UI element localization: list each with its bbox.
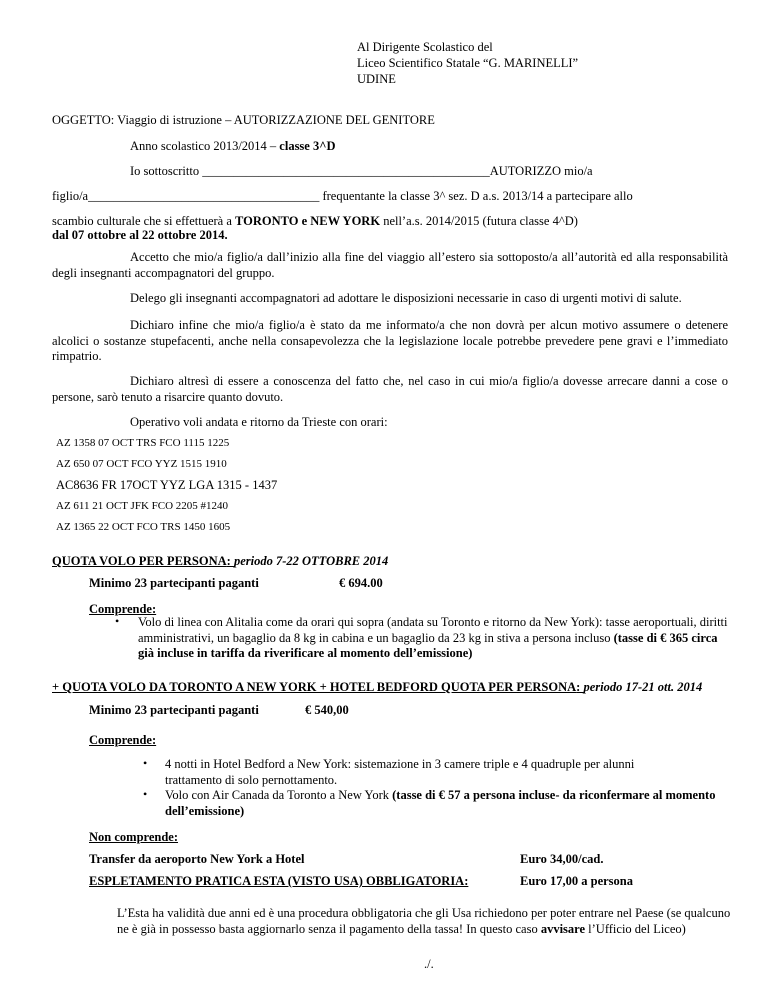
esta-note-warning: avvisare <box>540 921 586 936</box>
school-year-text: Anno scolastico 2013/2014 – <box>130 139 280 153</box>
quota-2-heading: + QUOTA VOLO DA TORONTO A NEW YORK + HOTEL BEDFORD QUOTA PER PERSONA: periodo 17-21 ott. 2014 <box>52 680 703 694</box>
signer-name-blank[interactable]: ______________________________________________ <box>202 164 490 178</box>
subject-line: OGGETTO: Viaggio di istruzione – AUTORIZZAZIONE DEL GENITORE <box>52 113 435 127</box>
paragraph-flights-intro: Operativo voli andata e ritorno da Trieste con orari: <box>130 415 388 429</box>
quota-1-item-text: Volo di linea con Alitalia come da orari qui sopra (andata su Toronto e ritorno da New York): tasse aeroportuali, diritti amministrativi, un bagaglio da 8 kg in cabina e un bagaglio da 23 kg in stiva a persona incluso <box>138 615 728 645</box>
quota-1-price: € 694.00 <box>339 576 383 590</box>
quota-2-title: + QUOTA VOLO DA TORONTO A NEW YORK + HOTEL BEDFORD QUOTA PER PERSONA <box>52 680 577 694</box>
child-name-blank[interactable]: _____________________________________ <box>88 189 320 203</box>
child-suffix: frequentante la classe 3^ sez. D a.s. 2013/14 a partecipare allo <box>319 189 633 203</box>
quota-2-flight-tax: (tasse di € 57 a persona incluse- da riconfermare al momento dell’emissione) <box>165 788 716 818</box>
esta-note <box>117 906 732 937</box>
child-line <box>52 189 633 205</box>
quota-2-flight-text: Volo con Air Canada da Toronto a New York <box>165 788 393 802</box>
quota-1-item-tax: (tasse di € 365 circa già incluse in tariffa da riverificare al momento dell’emissione) <box>138 630 718 661</box>
flight-row: AC8636 FR 17OCT YYZ LGA 1315 - 1437 <box>56 478 278 492</box>
flight-row: AZ 650 07 OCT FCO YYZ 1515 1910 <box>56 458 227 470</box>
quota-2-min-label: Minimo 23 partecipanti paganti <box>89 703 259 717</box>
school-year-line <box>130 139 336 155</box>
quota-1-heading: QUOTA VOLO PER PERSONA: periodo 7-22 OTTOBRE 2014 <box>52 554 389 568</box>
class-label: classe 3^D <box>279 139 336 153</box>
quota-1-min-label: Minimo 23 partecipanti paganti <box>89 576 259 590</box>
excludes-esta-price: Euro 17,00 a persona <box>520 874 633 888</box>
signer-suffix: AUTORIZZO mio/a <box>489 164 593 178</box>
child-prefix: figlio/a <box>52 189 89 203</box>
excludes-label: Non comprende: <box>89 830 179 844</box>
flight-row: AZ 611 21 OCT JFK FCO 2205 #1240 <box>56 500 229 512</box>
quota-1-period: periodo 7-22 OTTOBRE 2014 <box>233 554 389 568</box>
bullet-icon: • <box>115 614 120 628</box>
paragraph-responsibility: Accetto che mio/a figlio/a dall’inizio alla fine del viaggio all’estero sia sottoposto/a all’autorità ed alla responsabilità degli insegnanti accompagnatori del gruppo. <box>52 250 728 280</box>
paragraph-health: Delego gli insegnanti accompagnatori ad adottare le disposizioni necessarie in caso di urgenti motivi di salute. <box>130 291 682 305</box>
quota-1-title: QUOTA VOLO PER PERSONA <box>52 554 227 568</box>
quota-1-include-item <box>138 615 736 662</box>
exchange-dates: dal 07 ottobre al 22 ottobre 2014. <box>52 228 228 242</box>
quota-2-price: € 540,00 <box>305 703 349 717</box>
esta-note-text-2: l’Ufficio del Liceo) <box>585 921 686 936</box>
signer-line <box>130 164 593 180</box>
recipient-line-3: UDINE <box>357 72 396 86</box>
continuation-mark: ./. <box>424 957 434 971</box>
quota-2-period: periodo 17-21 ott. 2014 <box>583 680 703 694</box>
exchange-destination: TORONTO e NEW YORK <box>235 214 381 228</box>
quota-2-include-flight <box>165 788 740 819</box>
flight-row: AZ 1365 22 OCT FCO TRS 1450 1605 <box>56 521 231 533</box>
exchange-text-1: scambio culturale che si effettuerà a <box>52 214 236 228</box>
paragraph-damages: Dichiaro altresì di essere a conoscenza del fatto che, nel caso in cui mio/a figlio/a dovesse arrecare danni a cose o persone, sarò tenuto a risarcire quanto dovuto. <box>52 374 728 404</box>
quota-2-include-hotel: 4 notti in Hotel Bedford a New York: sistemazione in 3 camere triple e 4 quadruple per alunni trattamento di solo pernottamento. <box>165 757 635 787</box>
recipient-line-2: Liceo Scientifico Statale “G. MARINELLI” <box>357 56 579 70</box>
esta-note-text-1: L’Esta ha validità due anni ed è una procedura obbligatoria che gli Usa richiedono per poter entrare nel Paese (se qualcuno ne è già in possesso basta aggiornarlo senza il pagamento della tassa! In questo caso <box>117 906 731 936</box>
signer-prefix: Io sottoscritto <box>130 164 200 178</box>
quota-2-includes-label: Comprende: <box>89 733 157 747</box>
quota-1-includes-label: Comprende: <box>89 602 157 616</box>
bullet-icon: • <box>143 787 148 801</box>
recipient-line-1: Al Dirigente Scolastico del <box>357 40 493 54</box>
paragraph-alcohol: Dichiaro infine che mio/a figlio/a è stato da me informato/a che non dovrà per alcun motivo assumere o detenere alcolici o sostanze stupefacenti, anche nella consapevolezza che la legislazione locale potrebbe prevedere pene gravi e l’immediato rimpatrio. <box>52 318 728 364</box>
excludes-esta-label: ESPLETAMENTO PRATICA ESTA (VISTO USA) OBBLIGATORIA: <box>89 874 469 888</box>
excludes-transfer-price: Euro 34,00/cad. <box>520 852 604 866</box>
exchange-text-2: nell’a.s. 2014/2015 (futura classe 4^D) <box>380 214 578 228</box>
flight-row: AZ 1358 07 OCT TRS FCO 1115 1225 <box>56 437 230 449</box>
excludes-transfer-label: Transfer da aeroporto New York a Hotel <box>89 852 305 866</box>
bullet-icon: • <box>143 756 148 770</box>
